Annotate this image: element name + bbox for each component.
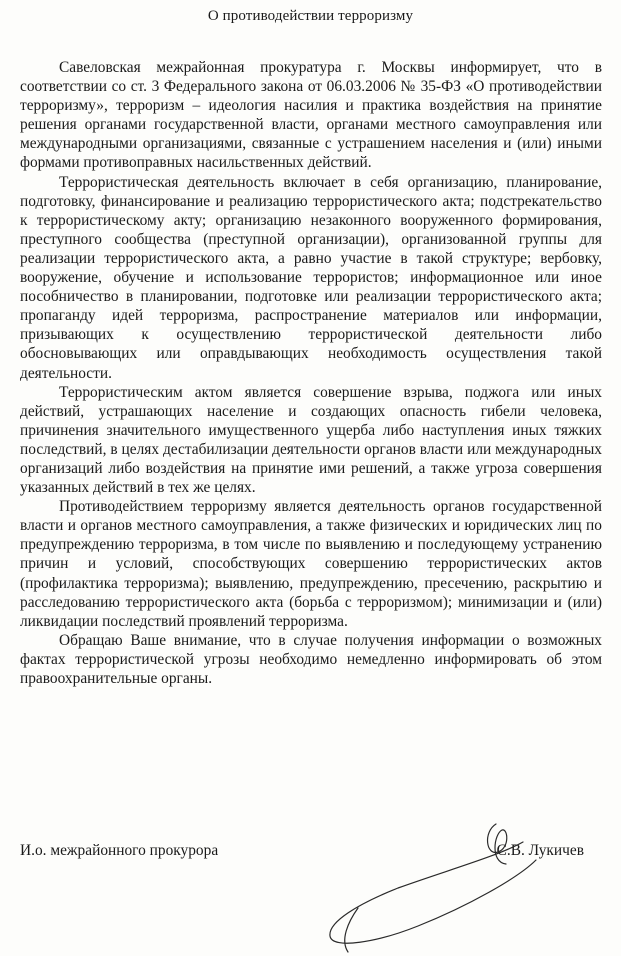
paragraph-intro: Савеловская межрайонная прокуратура г. Москвы информирует, что в соответствии со ст. 3 Федерального закона от 06.03.2006 № 35-ФЗ «О противодействии терроризму», терроризм – идеология насилия и практика воздействия на принятие решения органами государственной власти, органами местного самоуправления или международными организациями, связанные с устрашением населения и (или) иными формами противоправных насильственных действий.: [20, 59, 602, 172]
signer-position: И.о. межрайонного прокурора: [20, 842, 219, 859]
paragraph-appeal: Обращаю Ваше внимание, что в случае получения информации о возможных фактах террористической угрозы необходимо немедленно информировать об этом правоохранительные органы.: [20, 631, 602, 687]
paragraph-terrorist-activity: Террористическая деятельность включает в себя организацию, планирование, подготовку, финансирование и реализацию террористического акта; подстрекательство к террористическому акту; организацию незаконного вооруженного формирования, преступного сообщества (преступной организации), организованной группы для реализации террористического акта, а равно участие в такой структуре; вербовку, вооружение, обучение и использование террористов; информационное или иное пособничество в планировании, подготовке или реализации террористического акта; пропаганду идей терроризма, распространение материалов или информации, призывающих к осуществлению террористической деятельности либо обосновывающих или оправдывающих необходимость осуществления такой деятельности.: [20, 173, 602, 382]
handwritten-signature: [318, 812, 548, 956]
document-body: [20, 58, 602, 688]
paragraph-counteraction: Противодействием терроризму является деятельность органов государственной власти и органов местного самоуправления, а также физических и юридических лиц по предупреждению терроризма, в том числе по выявлению и последующему устранению причин и условий, способствующих совершению террористических актов (профилактика терроризма); выявлению, предупреждению, пресечению, раскрытию и расследованию террористического акта (борьба с терроризмом); минимизации и (или) ликвидации последствий проявлений терроризма.: [20, 498, 602, 630]
signer-name: С.В. Лукичев: [496, 842, 584, 859]
document-title: О противодействии терроризму: [207, 8, 414, 24]
paragraph-terrorist-act: Террористическим актом является совершение взрыва, поджога или иных действий, устрашающих население и создающих опасность гибели человека, причинения значительного имущественного ущерба либо наступления иных тяжких последствий, в целях дестабилизации деятельности органов власти или международных организаций либо воздействия на принятие ими решений, а также угроза совершения указанных действий в тех же целях.: [20, 383, 602, 497]
